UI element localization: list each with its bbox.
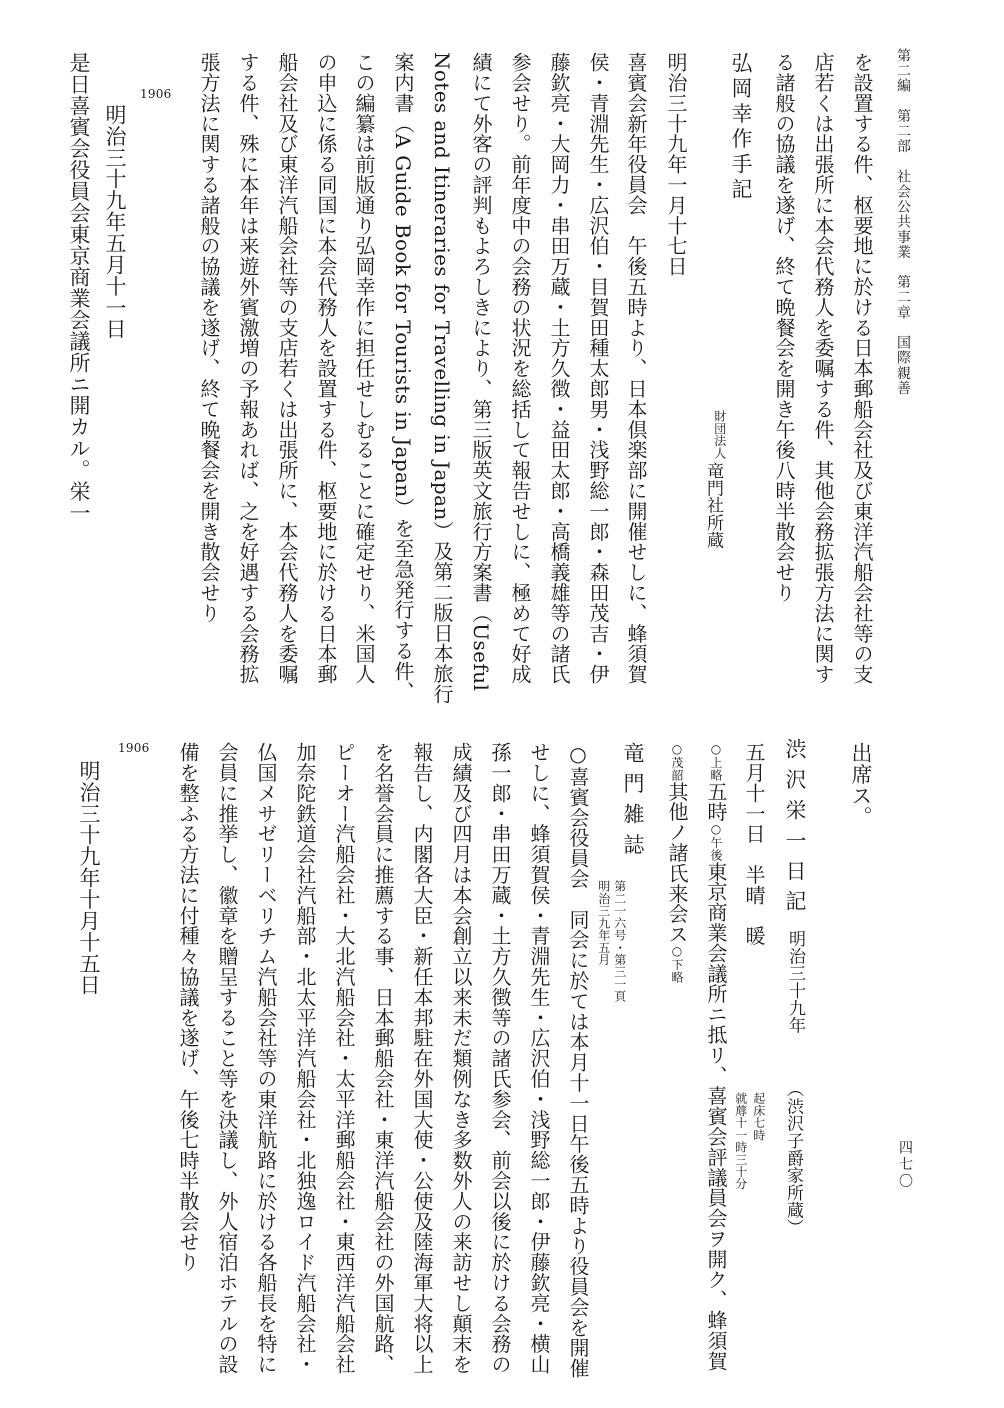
magazine-title: 竜門雑誌 — [621, 742, 645, 864]
body-line: 店若くは出張所に本会代務人を委嘱する件、其他会務拡張方法に関す — [811, 52, 835, 685]
entry-text: 是日喜賓会役員会東京商業会議所ニ開カル。栄一 — [67, 52, 91, 524]
source-title: 弘岡幸作手記 — [729, 52, 753, 204]
diary-title: 渋沢栄一日記 — [783, 738, 807, 921]
diary-line — [706, 742, 726, 1371]
editorial-mark: ○下略 — [670, 944, 684, 984]
magazine-line: 会員に推挙し、徽章を贈呈すること等を決議し、外人宿泊ホテルの設 — [215, 742, 239, 1375]
editorial-mark: ○午後 — [709, 822, 723, 862]
magazine-line: ピーオー汽船会社・大北汽船会社・太平洋郵船会社・東西洋汽船会社 — [332, 742, 356, 1375]
diary-date: 五月十一日 半晴 暖 — [742, 742, 766, 946]
para-line: 績にて外客の評判もよろしきにより、第三版英文旅行方案書（Useful — [469, 52, 493, 692]
para-line: この編纂は前版通り弘岡幸作に担任せしむることに確定せり、米国人 — [352, 52, 376, 685]
editorial-mark: ○茂韶 — [670, 742, 684, 782]
magazine-line: 報告し、内閣各大臣・新任本邦駐在外国大使・公使及陸海軍大将以上 — [410, 742, 434, 1375]
body-line: を設置する件、枢要地に於ける日本郵船会社及び東洋汽船会社等の支 — [850, 52, 874, 685]
diary-owner: （渋沢子爵家所蔵） — [783, 1080, 803, 1237]
source-owner: 竜門社所蔵 — [703, 462, 723, 549]
source-owner-prefix: 財団法人 — [712, 410, 727, 459]
para-line: 藤欽亮・大岡力・串田万蔵・土方久徴・益田太郎・高橋義雄等の諸氏 — [547, 52, 571, 685]
diary-text: 其他ノ諸氏来会ス — [665, 781, 689, 945]
magazine-line: せしに、蜂須賀侯・青淵先生・広沢伯・浅野総一郎・伊藤欽亮・横山 — [527, 742, 551, 1375]
para-line: Notes and Itineraries for Travelling in Japan）及第二版日本旅行 — [430, 52, 454, 705]
diary-time: 五時 — [704, 781, 728, 823]
magazine-issue: 第二一六号・第三一頁 — [612, 880, 627, 1003]
magazine-date: 明治三九年五月 — [596, 880, 611, 966]
magazine-line: 孫一郎・串田万蔵・土方久徴等の諸氏参会、前会以後に於ける会務の — [488, 742, 512, 1375]
body-line: る諸般の協議を遂げ、終て晩餐会を開き午後八時半散会せり — [772, 52, 796, 603]
diary-text: 東京商業会議所ニ抵リ、喜賓会評議員会ヲ開ク、蜂須賀 — [704, 861, 728, 1372]
diary-line — [667, 742, 687, 984]
magazine-line: 加奈陀鉄道会社汽船部・北太平洋汽船会社・北独逸ロイド汽船会社・ — [293, 742, 317, 1375]
para-line: 参会せり。前年度中の会務の状況を総括して報告せしに、極めて好成 — [508, 52, 532, 685]
para-line: 張方法に関する諸般の協議を遂げ、終て晩餐会を開き散会せり — [197, 52, 221, 624]
sleep-time: 就蓐十一時三十分 — [733, 1092, 748, 1190]
continuation-text: 出席ス。 — [849, 742, 873, 828]
magazine-line: 成績及び四月は本会創立以来未だ類例なき多数外人の来訪せし顛末を — [449, 742, 473, 1375]
wake-time: 起床七時 — [751, 1092, 766, 1141]
para-line: 喜賓会新年役員会 午後五時より、日本倶楽部に開催せしに、蜂須賀 — [624, 52, 648, 685]
diary-year: 明治三十九年 — [785, 930, 805, 1035]
entry-date: 明治三十九年一月十七日 — [664, 52, 688, 277]
para-line: 侯・青淵先生・広沢伯・目賀田種太郎男・浅野総一郎・森田茂吉・伊 — [586, 52, 610, 685]
running-head: 第二編 第二部 社会公共事業 第二章 国際親善 — [895, 48, 911, 396]
para-line: する件、殊に本年は来遊外賓激増の予報あれば、之を好遇する会務拡 — [236, 52, 260, 685]
entry-date: 明治三十九年五月十一日 — [103, 104, 127, 340]
para-line: 船会社及び東洋汽船会社等の支店若くは出張所に、本会代務人を委嘱 — [275, 52, 299, 685]
para-line: の申込に係る同国に本会代務人を設置する件、枢要地に於ける日本郵 — [314, 52, 338, 685]
magazine-line: ○喜賓会役員会 同会に於ては本月十一日午後五時より役員会を開催 — [566, 742, 590, 1379]
magazine-line: を名誉会員に推薦する事、日本郵船会社・東洋汽船会社の外国航路、 — [371, 742, 395, 1375]
entry-date: 明治三十九年十月十五日 — [77, 760, 101, 996]
year-label: 1906 — [140, 87, 172, 101]
page-number: 四七〇 — [897, 1140, 913, 1191]
magazine-line: 備を整ふる方法に付種々協議を遂げ、午後七時半散会せり — [176, 742, 200, 1273]
magazine-line: 仏国メサゼリーベリチム汽船会社等の東洋航路に於ける各船長を特に — [254, 742, 278, 1375]
year-label: 1906 — [118, 741, 150, 755]
editorial-mark: ○上略 — [709, 742, 723, 782]
para-line: 案内書（A Guide Book for Tourists in Japan）を至急発行する件、 — [391, 52, 415, 702]
